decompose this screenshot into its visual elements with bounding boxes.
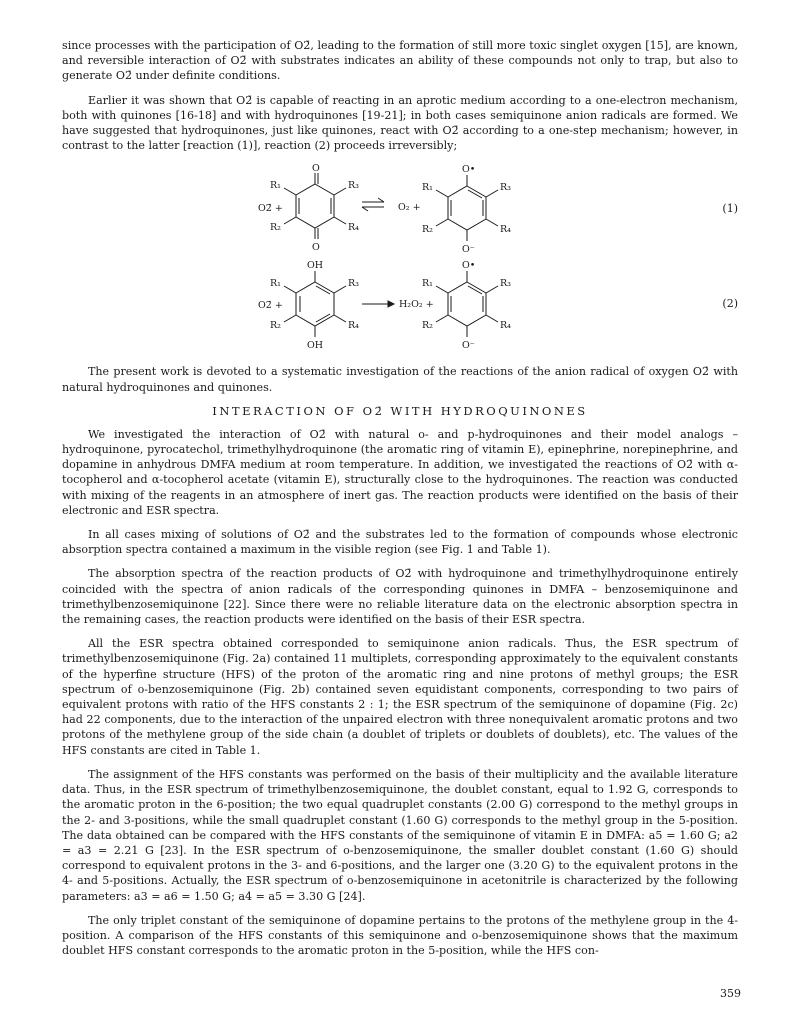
r2-label-2: R₂ — [270, 320, 281, 332]
reaction-1-number: (1) — [722, 202, 738, 216]
paragraph-7: All the ESR spectra obtained corresponded to semiquinone anion radicals. Thus, the ESR spectrum of trimethylbenzosemiquinone (Fig. 2a) contained 11 multiplets, corresponding approximately to the equivalent constants of the hyperfine structure (HFS) of the proton of the aromatic ring and nine protons of methyl groups; the ESR spectrum of o-benzosemiquinone (Fig. 2b) contained seven equidistant components, corresponding to two pairs of equivalent protons with ratio of the HFS constants 2 : 1; the ESR spectrum of the semiquinone of dopamine (Fig. 2c) had 22 components, due to the interaction of the unpaired electron with three nonequivalent aromatic protons and two protons of the methylene group of the side chain (a doublet of triplets or doublets of doublets), etc. The values of the HFS constants are cited in Table 1. — [62, 637, 738, 757]
paragraph-3: The present work is devoted to a systematic investigation of the reactions of the anion radical of oxygen O2̄ with natural hydroquinones and quinones. — [62, 365, 738, 394]
o2-minus-label-1: O2̄ + — [258, 203, 283, 215]
reaction-scheme-svg — [62, 162, 738, 356]
hydroxyl-label-bottom: OH — [307, 340, 324, 352]
oxo-label-top: O — [312, 163, 320, 175]
r4-label-p2: R₄ — [500, 320, 511, 332]
r2-label-p1: R₂ — [422, 224, 433, 236]
oxide-label-1: O⁻ — [462, 244, 475, 256]
reaction-2-number: (2) — [722, 297, 738, 311]
oxyl-label-1: O• — [462, 164, 476, 176]
o2-product-label: O₂ + — [398, 202, 421, 214]
paragraph-9: The only triplet constant of the semiquinone of dopamine pertains to the protons of the methylene group in the 4-position. A comparison of the HFS constants of this semiquinone and o-benzosemiquinone shows that the maximum doublet HFS constant corresponds to the aromatic proton in the 5-position, while the HFS con- — [62, 913, 738, 958]
paragraph-5: In all cases mixing of solutions of O2̄ and the substrates led to the formation of compounds whose electronic absorption spectra contained a maximum in the visible region (see Fig. 1 and Table 1). — [62, 528, 738, 557]
r1-label-p2: R₁ — [422, 278, 433, 290]
r3-label: R₃ — [348, 180, 359, 192]
paragraph-4: We investigated the interaction of O2̄ with natural o- and p-hydroquinones and their model analogs – hydroquinone, pyrocatechol, trimethylhydroquinone (the aromatic ring of vitamin E), epinephrine, norepinephrine, and dopamine in anhydrous DMFA medium at room temperature. In addition, we investigated the reactions of O2̄ with α-tocopherol and α-tocopherol acetate (vitamin E), structurally close to the hydroquinones. The reaction was conducted with mixing of the reagents in an atmosphere of inert gas. The reaction products were identified on the basis of their electronic and ESR spectra. — [62, 427, 738, 517]
r4-label: R₄ — [348, 222, 359, 234]
ring-semiquinone-2 — [436, 271, 498, 337]
page-body — [62, 38, 738, 967]
paragraph-8: The assignment of the HFS constants was performed on the basis of their multiplicity and the available literature data. Thus, in the ESR spectrum of trimethylbenzosemiquinone, the doublet constant, equal to 1.92 G, corresponds to the aromatic proton in the 6-position; the two equal quadruplet constants (2.00 G) correspond to the methyl groups in the 2- and 3-positions, while the small quadruplet constant (1.60 G) corresponds to the methyl group in the 5-position. The data obtained can be compared with the HFS constants of the semiquinone of vitamin E in DMFA: a5 = 1.60 G; a2 = a3 = 2.21 G [23]. In the ESR spectrum of o-benzosemiquinone, the smaller doublet constant (1.60 G) should correspond to equivalent protons in the 3- and 6-positions, and the larger one (3.20 G) to the equivalent protons in the 4- and 5-positions. Actually, the ESR spectrum of o-benzosemiquinone in acetonitrile is characterized by the following parameters: a3 = a6 = 1.50 G; a4 = a5 = 3.30 G [24]. — [62, 767, 738, 903]
o2-minus-label-2: O2̄ + — [258, 300, 283, 312]
equilibrium-arrow — [362, 198, 384, 211]
oxide-label-2: O⁻ — [462, 340, 475, 352]
h2o2-product-label: H₂O₂ + — [399, 299, 434, 311]
r3-label-2: R₃ — [348, 278, 359, 290]
r1-label-2: R₁ — [270, 278, 281, 290]
section-heading: INTERACTION OF O2̄ WITH HYDROQUINONES — [212, 403, 588, 418]
r3-label-p2: R₃ — [500, 278, 511, 290]
r1-label-p1: R₁ — [422, 182, 433, 194]
oxo-label-bottom: O — [312, 242, 320, 254]
r3-label-p1: R₃ — [500, 182, 511, 194]
paragraph-1: since processes with the participation of O2̄, leading to the formation of still more toxic singlet oxygen [15], are known, and reversible interaction of O2̄ with substrates indicates an ability of these compounds not only to trap, but also to generate O2̄ under definite conditions. — [62, 39, 738, 83]
ring-semiquinone-1 — [436, 175, 498, 241]
reaction-scheme — [62, 162, 738, 356]
hydroxyl-label-top: OH — [307, 260, 324, 272]
page-number: 359 — [720, 987, 741, 1000]
forward-arrow — [362, 301, 394, 307]
ring-hydroquinone — [284, 271, 346, 337]
paragraph-2: Earlier it was shown that O2̄ is capable of reacting in an aprotic medium according to a one-electron mechanism, both with quinones [16-18] and with hydroquinones [19-21]; in both cases semiquinone anion radicals are formed. We have suggested that hydroquinones, just like quinones, react with O2̄ according to a one-step mechanism; however, in contrast to the latter [reaction (1)], reaction (2) proceeds irreversibly; — [62, 93, 738, 153]
r4-label-p1: R₄ — [500, 224, 511, 236]
paragraph-6: The absorption spectra of the reaction products of O2̄ with hydroquinone and trimethylhydroquinone entirely coincided with the spectra of anion radicals of the corresponding quinones in DMFA – benzosemiquinone and trimethylbenzosemiquinone [22]. Since there were no reliable literature data on the electronic absorption spectra in the remaining cases, the reaction products were identified on the basis of their ESR spectra. — [62, 567, 738, 627]
ring-quinone — [284, 173, 346, 239]
r4-label-2: R₄ — [348, 320, 359, 332]
oxyl-label-2: O• — [462, 260, 476, 272]
r2-label: R₂ — [270, 222, 281, 234]
r2-label-p2: R₂ — [422, 320, 433, 332]
r1-label: R₁ — [270, 180, 281, 192]
